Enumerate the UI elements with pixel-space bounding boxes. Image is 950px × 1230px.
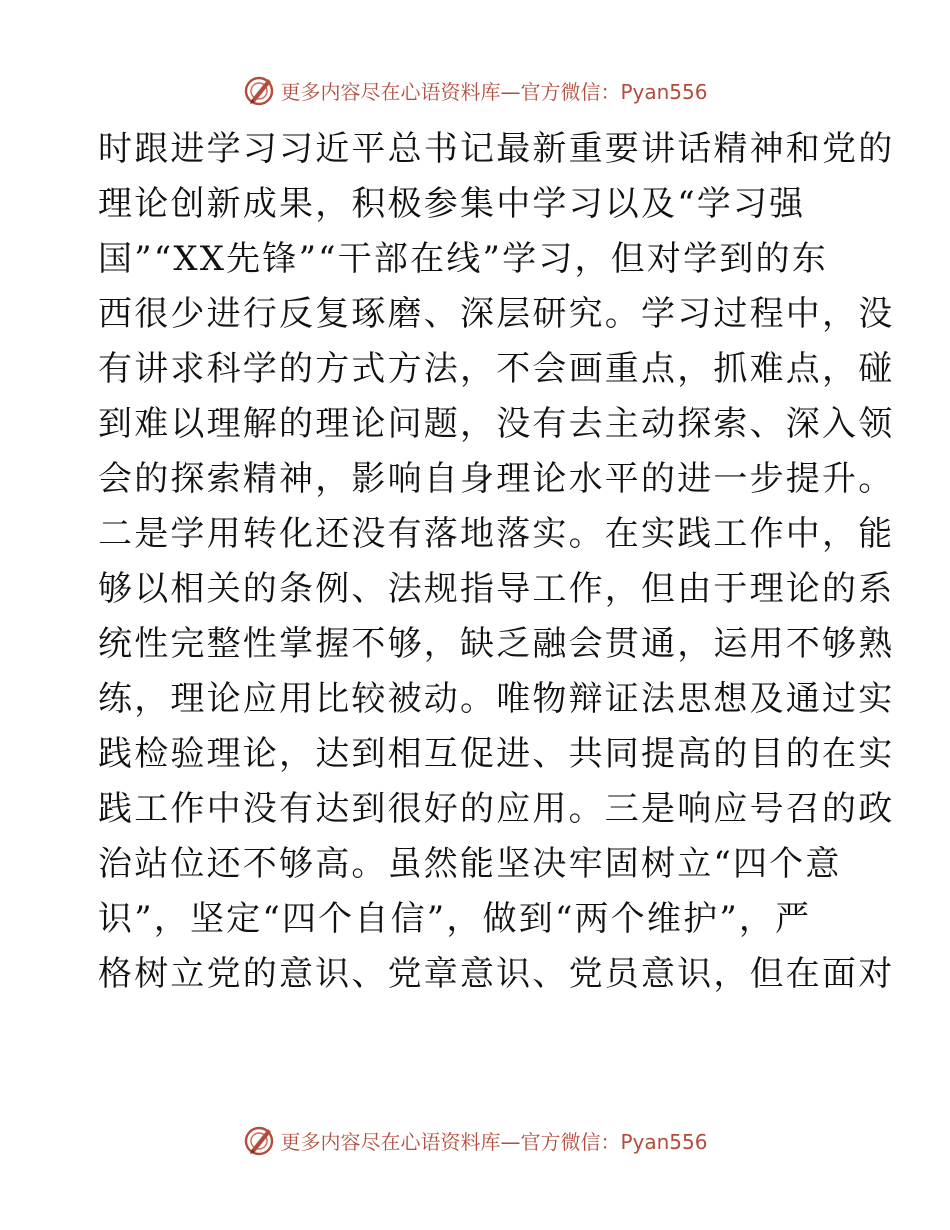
body-line: 时跟进学习习近平总书记最新重要讲话精神和党的 — [98, 129, 895, 169]
body-line: 够以相关的条例、法规指导工作，但由于理论的系 — [98, 569, 895, 609]
body-line: 践工作中没有达到很好的应用。三是响应号召的政 — [98, 789, 895, 829]
body-line: 会的探索精神，影响自身理论水平的进一步提升。 — [98, 459, 895, 499]
body-line: 识”，坚定“四个自信”，做到“两个维护”，严 — [98, 899, 812, 939]
header-banner-inner — [242, 73, 707, 107]
body-line: 践检验理论，达到相互促进、共同提高的目的在实 — [98, 734, 895, 774]
header-banner — [0, 70, 950, 110]
header-banner-text: 更多内容尽在心语资料库—官方微信：Pyan556 — [280, 79, 708, 104]
body-line: 格树立党的意识、党章意识、党员意识，但在面对 — [98, 954, 895, 994]
body-line: 治站位还不够高。虽然能坚决牢固树立“四个意 — [98, 844, 842, 884]
body-line: 国”“XX先锋”“干部在线”学习，但对学到的东 — [98, 239, 828, 279]
footer-banner — [0, 1120, 950, 1160]
body-line: 理论创新成果，积极参集中学习以及“学习强 — [98, 184, 806, 224]
footer-banner-inner — [242, 1123, 707, 1157]
body-line: 练，理论应用比较被动。唯物辩证法思想及通过实 — [98, 679, 895, 719]
body-line: 有讲求科学的方式方法，不会画重点，抓难点，碰 — [98, 349, 895, 389]
footer-banner-text: 更多内容尽在心语资料库—官方微信：Pyan556 — [280, 1129, 708, 1154]
body-line: 二是学用转化还没有落地落实。在实践工作中，能 — [98, 514, 895, 554]
pen-circle-logo-icon — [242, 1123, 276, 1157]
document-body — [98, 122, 895, 1002]
body-line: 统性完整性掌握不够，缺乏融会贯通，运用不够熟 — [98, 624, 895, 664]
pen-circle-logo-icon — [242, 73, 276, 107]
body-line: 到难以理解的理论问题，没有去主动探索、深入领 — [98, 404, 895, 444]
body-line: 西很少进行反复琢磨、深层研究。学习过程中，没 — [98, 294, 895, 334]
